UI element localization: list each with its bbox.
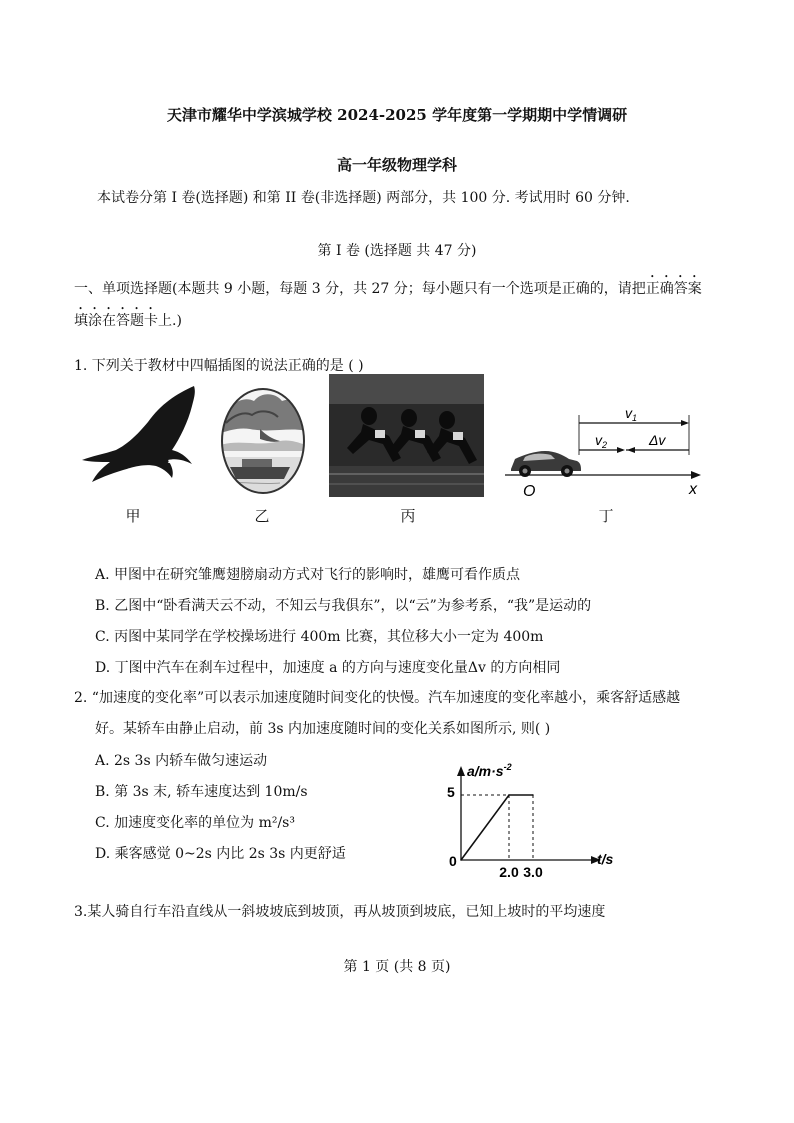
q2-stem-line1: 2. “加速度的变化率”可以表示加速度随时间变化的快慢。汽车加速度的变化率越小，乘客舒适感越 (74, 690, 681, 706)
q2-stem-line2: 好。某轿车由静止启动，前 3s 内加速度随时间的变化关系如图所示, 则( ) (95, 721, 551, 737)
origin-label: O (523, 483, 536, 500)
q2-option-b: B. 第 3s 末, 轿车速度达到 10m/s (95, 784, 308, 800)
series-line (461, 795, 533, 860)
v2-label: $v_2$ (595, 432, 608, 450)
caption-bing: 丙 (400, 507, 416, 525)
q2-option-a: A. 2s 3s 内轿车做匀速运动 (95, 753, 268, 769)
caption-ding: 丁 (598, 507, 614, 525)
origin-label: 0 (449, 853, 457, 869)
caption-jia: 甲 (125, 507, 141, 525)
q1-option-c: C. 丙图中某同学在学校操场进行 400m 比赛，其位移大小一定为 400m (95, 629, 544, 645)
x-axis-label: t/s (597, 851, 614, 867)
data-point-2 (532, 794, 534, 796)
exam-subtitle: 高一年级物理学科 (336, 156, 457, 174)
landscape-illustration (220, 387, 306, 495)
page-footer: 第 1 页 (共 8 页) (343, 959, 451, 975)
exam-intro: 本试卷分第 I 卷(选择题) 和第 II 卷(非选择题) 两部分，共 100 分. 考试用时 60 分钟. (97, 190, 630, 206)
caption-yi: 乙 (254, 507, 270, 525)
q1-option-d: D. 丁图中汽车在刹车过程中，加速度 a 的方向与速度变化量Δv 的方向相同 (95, 660, 561, 676)
eagle-icon (76, 384, 198, 492)
data-point-1 (508, 794, 510, 796)
section-instructions-line2 (74, 305, 182, 331)
instructions-text: 一、单项选择题(本题共 9 小题，每题 3 分，共 27 分；每小题只有一个选项是正确的，请把 (74, 281, 646, 297)
q1-option-b: B. 乙图中“卧看满天云不动，不知云与我俱东”，以“云”为参考系，“我”是运动的 (95, 598, 592, 614)
q1-stem: 1. 下列关于教材中四幅插图的说法正确的是 ( ) (74, 358, 364, 374)
car-velocity-diagram (505, 405, 705, 500)
runners-photo (329, 374, 484, 497)
y-tick-5: 5 (447, 784, 455, 800)
instructions-emphasis-2: 填涂在答题卡 (74, 313, 158, 329)
instructions-emphasis: 正确答案 (645, 281, 702, 297)
acceleration-time-chart (445, 760, 620, 882)
q3-stem: 3.某人骑自行车沿直线从一斜坡坡底到坡顶，再从坡顶到坡底，已知上坡时的平均速度 (74, 904, 606, 920)
q2-option-d: D. 乘客感觉 0~2s 内比 2s 3s 内更舒适 (95, 846, 346, 862)
data-point-0 (460, 859, 462, 861)
acceleration-graph (445, 760, 620, 882)
v1-label: $v_1$ (625, 405, 638, 423)
q1-option-a: A. 甲图中在研究雏鹰翅膀扇动方式对飞行的影响时，雄鹰可看作质点 (95, 567, 521, 583)
eagle-figure (76, 384, 198, 492)
runners-figure (329, 374, 484, 497)
q2-option-c: C. 加速度变化率的单位为 m²/s³ (95, 815, 295, 831)
instructions-text-2: 上.) (158, 313, 182, 329)
exam-title: 天津市耀华中学滨城学校 2024-2025 学年度第一学期期中学情调研 (166, 106, 628, 124)
section-heading: 第 I 卷 (选择题 共 47 分) (317, 243, 477, 259)
car-velocity-figure (505, 405, 705, 500)
delta-v-label: Δv (649, 432, 666, 448)
x-tick-2: 2.0 (499, 864, 519, 880)
section-instructions-line1 (74, 273, 702, 299)
x-axis-label: x (689, 481, 697, 498)
landscape-figure (220, 387, 306, 495)
y-axis-label: $a/m\cdot s^{-2}$ (467, 762, 512, 779)
car-icon (511, 451, 581, 477)
x-tick-3: 3.0 (523, 864, 543, 880)
